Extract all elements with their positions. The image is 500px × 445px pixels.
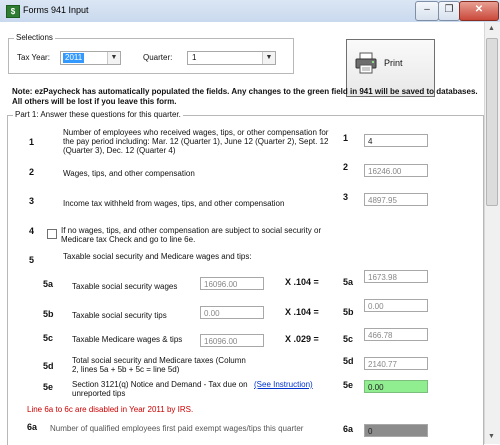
line-5d-label: Total social security and Medicare taxes (Column 2, lines 5a + 5b + 5c = line 5d)	[72, 356, 246, 374]
printer-icon	[354, 52, 378, 74]
multiplier-text: X .029 =	[285, 334, 319, 344]
box-number: 5b	[343, 307, 354, 317]
chevron-down-icon[interactable]: ▼	[262, 52, 275, 64]
tax-year-select[interactable]	[60, 51, 121, 65]
line-5a-label: Taxable social security wages	[72, 282, 178, 291]
line-5b-label: Taxable social security tips	[72, 311, 167, 320]
line-number: 2	[29, 167, 35, 177]
line-5c-label: Taxable Medicare wages & tips	[72, 335, 183, 344]
print-label: Print	[384, 58, 403, 68]
window-title: Forms 941 Input	[23, 5, 89, 15]
scroll-down-icon[interactable]: ▼	[488, 433, 495, 440]
line-4-label: If no wages, tips, and other compensation are subject to social security or Medicare tax Check and go to line 6e.	[61, 226, 322, 244]
line-3-label: Income tax withheld from wages, tips, and other compensation	[63, 199, 285, 208]
line-number: 5a	[43, 279, 54, 289]
line-5c-wages-input[interactable]: 16096.00	[200, 334, 264, 347]
line-number: 1	[29, 137, 35, 147]
see-instruction-link[interactable]: (See Instruction)	[254, 380, 313, 389]
line-2-input[interactable]: 16246.00	[364, 164, 428, 177]
line-5b-tips-input[interactable]: 0.00	[200, 306, 264, 319]
box-number: 2	[343, 162, 349, 172]
line-4-checkbox[interactable]	[47, 229, 57, 239]
box-number: 3	[343, 192, 349, 202]
line-number: 3	[29, 196, 35, 206]
autofill-note: Note: ezPaycheck has automatically populated the fields. Any changes to the green field in 941 will be saved to databases. All others will be lost if you leave this form.	[12, 87, 478, 106]
chevron-down-icon[interactable]: ▼	[107, 52, 120, 64]
quarter-value: 1	[192, 53, 197, 62]
box-number: 6a	[343, 424, 354, 434]
line-2-label: Wages, tips, and other compensation	[63, 169, 195, 178]
tax-year-value: 2011	[65, 53, 83, 62]
line-5a-tax-input[interactable]: 1673.98	[364, 270, 428, 283]
part1-group-label: Part 1: Answer these questions for this quarter.	[15, 110, 181, 119]
line-5b-tax-input[interactable]: 0.00	[364, 299, 428, 312]
line-number: 6a	[27, 422, 38, 432]
quarter-select[interactable]	[187, 51, 276, 65]
tax-year-label: Tax Year:	[17, 53, 50, 62]
scroll-thumb[interactable]	[486, 38, 498, 206]
multiplier-text: X .104 =	[285, 307, 319, 317]
box-number: 5e	[343, 380, 354, 390]
box-number: 1	[343, 133, 349, 143]
line-number: 4	[29, 226, 35, 236]
line-3-input[interactable]: 4897.95	[364, 193, 428, 206]
disabled-lines-note: Line 6a to 6c are disabled in Year 2011 by IRS.	[27, 405, 194, 414]
line-number: 5e	[43, 382, 54, 392]
line-6a-label: Number of qualified employees first paid exempt wages/tips this quarter	[50, 424, 304, 433]
close-button[interactable]: ✕	[459, 1, 499, 21]
restore-button[interactable]: ❐	[438, 1, 460, 21]
line-number: 5b	[43, 309, 54, 319]
title-bar	[0, 0, 500, 23]
minimize-button[interactable]: –	[415, 1, 439, 21]
quarter-label: Quarter:	[143, 53, 173, 62]
line-5c-tax-input[interactable]: 466.78	[364, 328, 428, 341]
line-6a-input: 0	[364, 424, 428, 437]
box-number: 5c	[343, 334, 354, 344]
line-number: 5c	[43, 333, 54, 343]
line-5-label: Taxable social security and Medicare wages and tips:	[63, 252, 252, 261]
app-icon: $	[6, 5, 20, 18]
line-5e-input[interactable]: 0.00	[364, 380, 428, 393]
line-5d-input[interactable]: 2140.77	[364, 357, 428, 370]
line-number: 5d	[43, 361, 54, 371]
line-1-label: Number of employees who received wages, tips, or other compensation for the pay period including: Mar. 12 (Quarter 1), June 12 (Quarter 2), Sept. 12 (Quarter 3), Dec. 12 (Quarter 4)	[63, 128, 329, 155]
multiplier-text: X .104 =	[285, 277, 319, 287]
box-number: 5a	[343, 277, 354, 287]
line-number: 5	[29, 255, 35, 265]
line-1-input[interactable]: 4	[364, 134, 428, 147]
selections-group-label: Selections	[16, 33, 53, 42]
box-number: 5d	[343, 356, 354, 366]
scroll-up-icon[interactable]: ▲	[488, 25, 495, 32]
line-5a-wages-input[interactable]: 16096.00	[200, 277, 264, 290]
line-5e-label: Section 3121(q) Notice and Demand - Tax due on unreported tips	[72, 380, 248, 398]
